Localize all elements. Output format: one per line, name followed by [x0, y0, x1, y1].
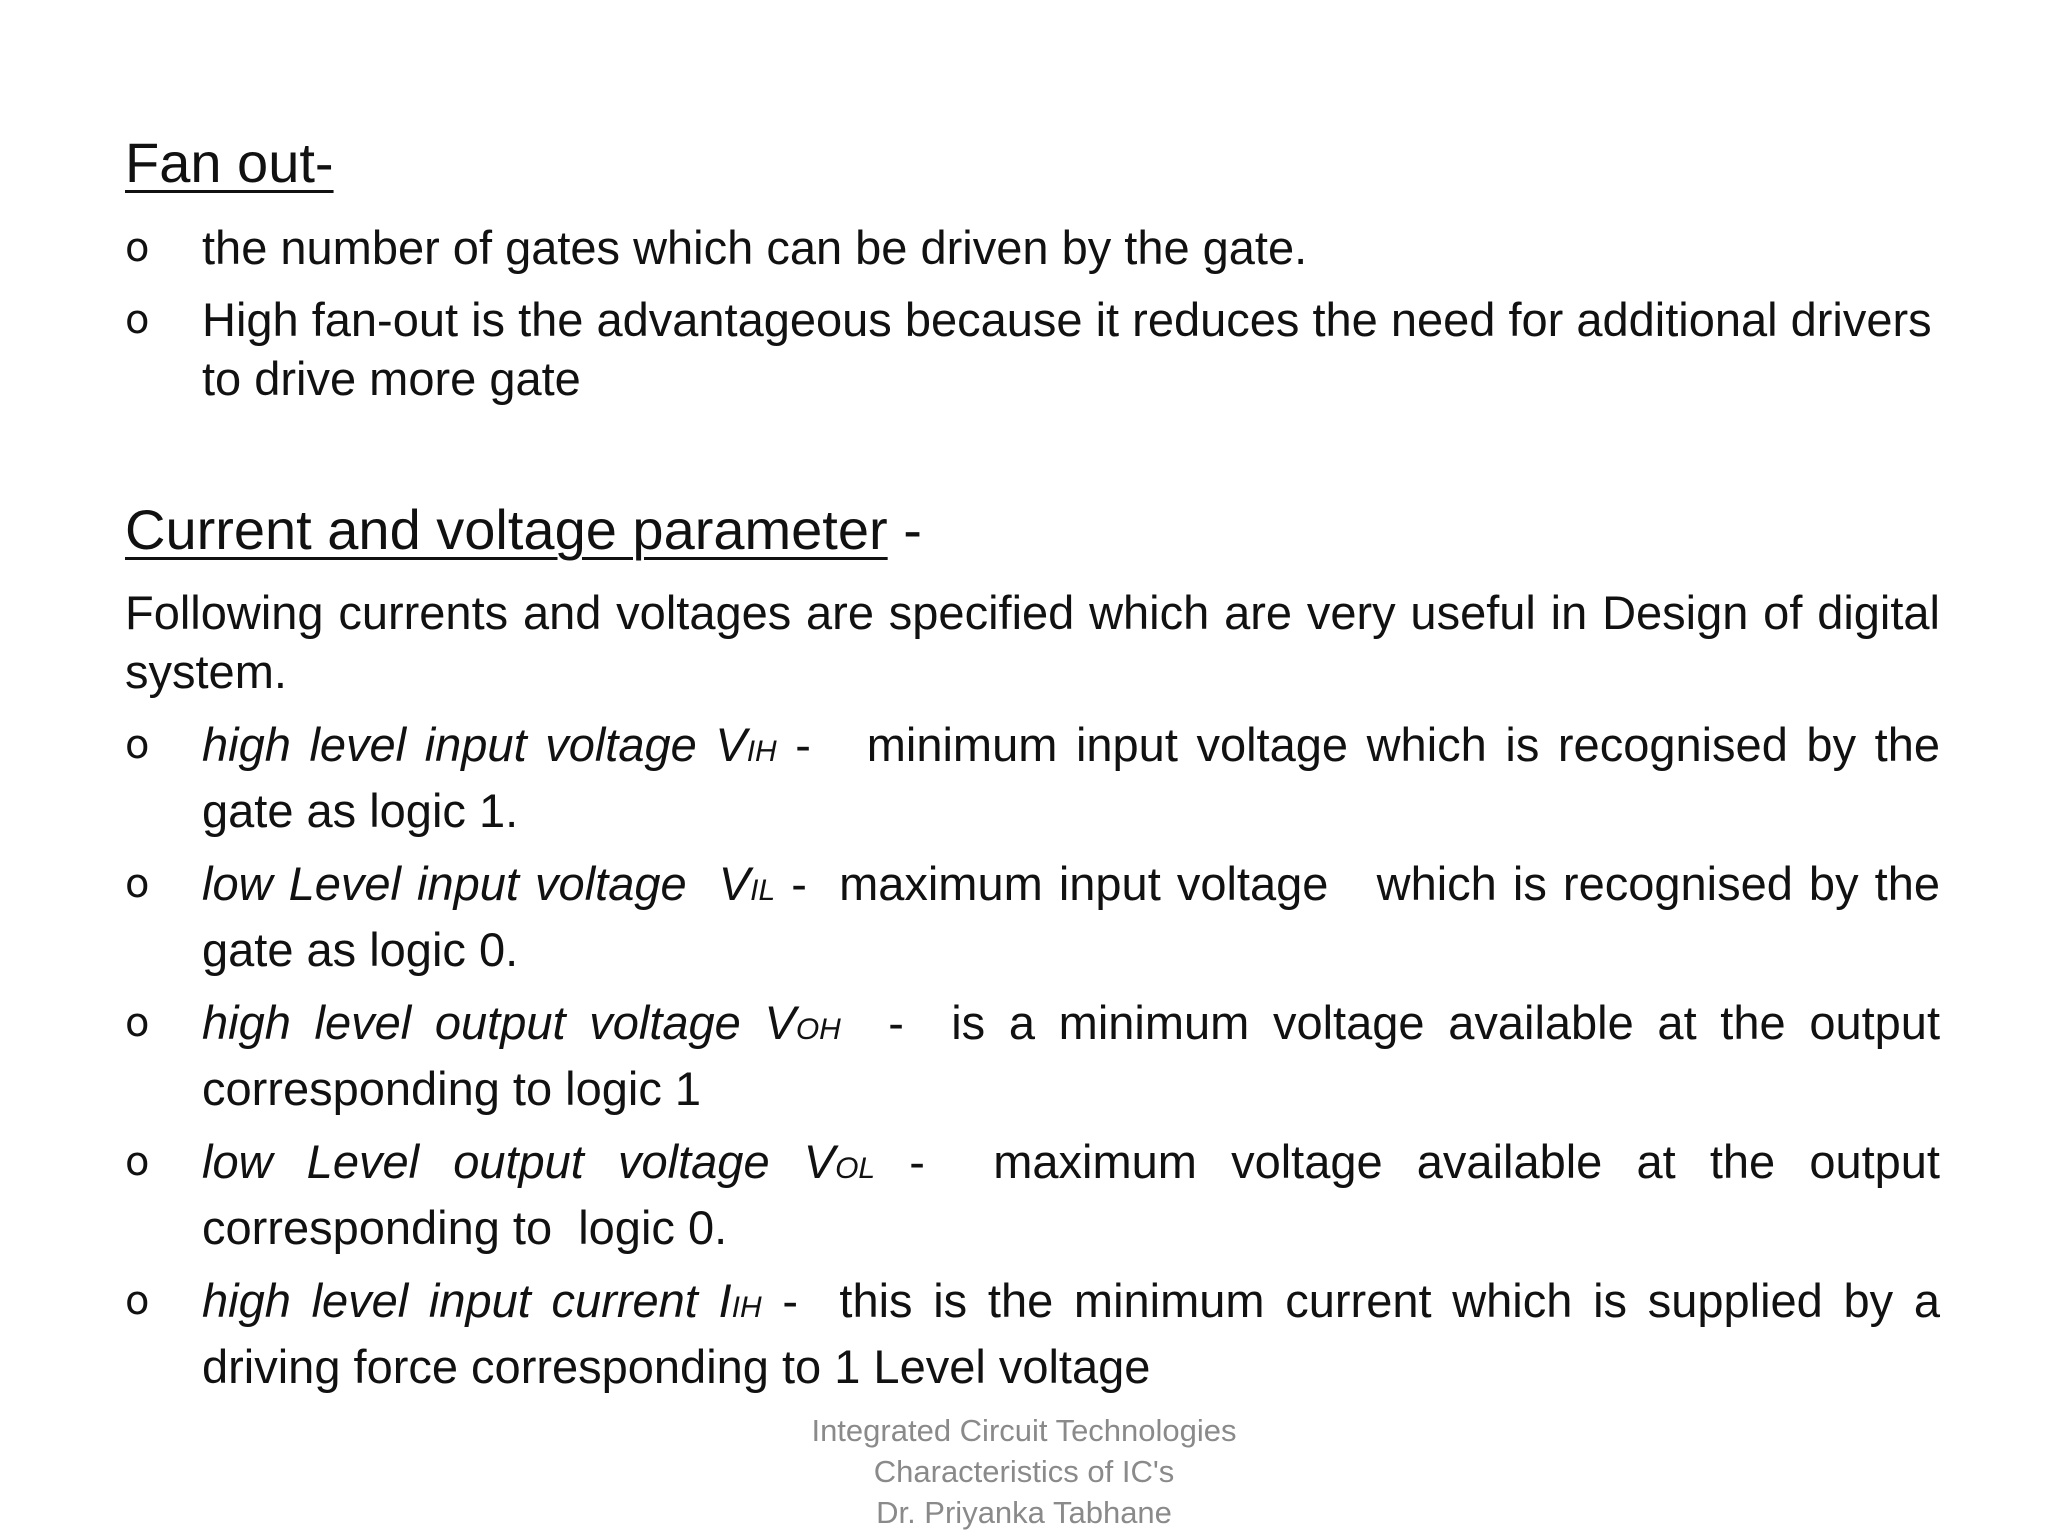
bullet-icon: o — [125, 722, 150, 768]
parameter-description: this is the minimum current which is supplied by a driving force corresponding to 1 Level voltage — [202, 1274, 1941, 1393]
parameter-description: maximum input voltage which is recognised by the gate as logic 0. — [202, 857, 1954, 976]
footer-author: Dr. Priyanka Tabhane — [876, 1495, 1172, 1530]
parameter-term: low Level output voltage V — [202, 1135, 836, 1188]
parameter-subscript: IH — [746, 735, 777, 768]
parameter-list — [125, 715, 1954, 1410]
parameter-separator: - — [775, 857, 840, 910]
current-voltage-heading-text: Current and voltage parameter — [125, 498, 888, 561]
parameter-subscript: IH — [731, 1291, 762, 1324]
bullet-icon: o — [125, 1139, 150, 1185]
list-item-text: the number of gates which can be driven by the gate. — [202, 221, 1308, 274]
parameter-subscript: OH — [795, 1013, 841, 1046]
parameter-subscript: IL — [750, 874, 776, 907]
bullet-icon: o — [125, 1278, 150, 1324]
list-item — [125, 1271, 1940, 1396]
fan-out-heading-text: Fan out- — [125, 131, 334, 194]
section-heading-fan-out — [125, 131, 334, 194]
parameter-term: high level input voltage V — [202, 718, 747, 771]
section-heading-current-voltage — [125, 498, 922, 561]
parameter-description: maximum voltage available at the output corresponding to logic 0. — [202, 1135, 1954, 1254]
parameter-separator: - — [840, 996, 952, 1049]
slide-footer — [0, 1410, 2048, 1533]
parameter-separator: - — [875, 1135, 994, 1188]
parameter-description: is a minimum voltage available at the output corresponding to logic 1 — [202, 996, 1940, 1115]
list-item — [125, 993, 1940, 1118]
parameter-term: low Level input voltage V — [202, 857, 751, 910]
parameter-description: minimum input voltage which is recognised by the gate as logic 1. — [202, 718, 1940, 837]
fan-out-list — [125, 218, 1940, 421]
list-item — [125, 218, 1940, 277]
list-item — [125, 854, 1954, 979]
list-item — [125, 1132, 1954, 1257]
parameter-term: high level input current I — [202, 1274, 732, 1327]
bullet-icon: o — [125, 1000, 150, 1046]
list-item — [125, 290, 1940, 408]
parameter-separator: - — [761, 1274, 840, 1327]
bullet-icon: o — [125, 225, 150, 271]
parameter-separator: - — [776, 718, 867, 771]
footer-topic: Characteristics of IC's — [873, 1454, 1175, 1489]
list-item — [125, 715, 1940, 840]
list-item-text: High fan-out is the advantageous because it reduces the need for additional drivers to drive more gate — [202, 293, 1932, 405]
footer-course: Integrated Circuit Technologies — [811, 1413, 1237, 1448]
heading-suffix: - — [887, 498, 922, 561]
intro-paragraph: Following currents and voltages are specified which are very useful in Design of digital system. — [125, 586, 1940, 698]
parameter-subscript: OL — [835, 1152, 876, 1185]
bullet-icon: o — [125, 297, 150, 343]
parameter-term: high level output voltage V — [202, 996, 796, 1049]
bullet-icon: o — [125, 861, 150, 907]
